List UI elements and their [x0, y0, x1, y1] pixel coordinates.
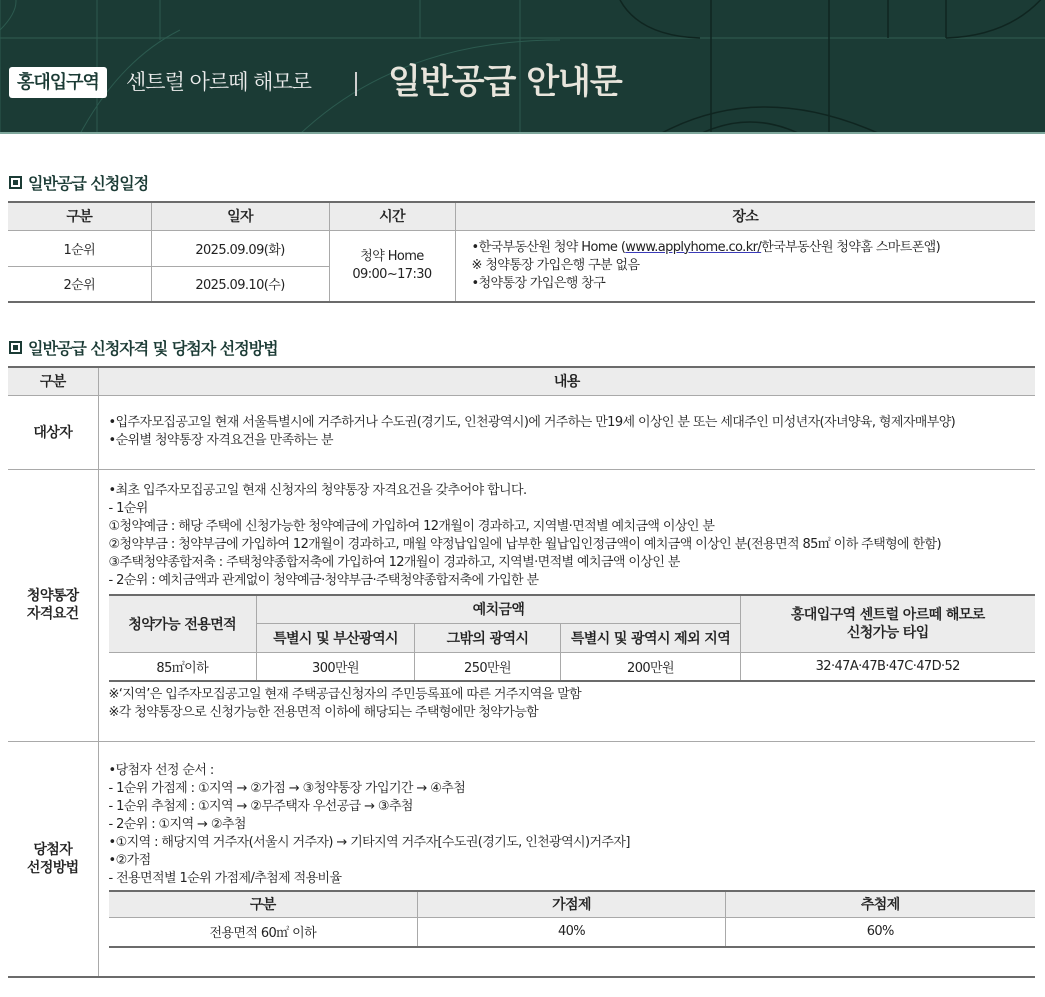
header-line: 홍대입구역 센트럴 아르떼 해모로: [790, 606, 985, 623]
eligibility-title-text: 일반공급 신청자격 및 당첨자 선정방법: [28, 339, 278, 358]
table-row: [109, 653, 1035, 681]
content-line: •당첨자 선정 순서 :: [108, 762, 214, 778]
col-header: 장소: [455, 202, 1035, 230]
types-cell: 32·47A·47B·47C·47D·52: [741, 653, 1035, 681]
content-line: •순위별 청약통장 자격요건을 만족하는 분: [108, 433, 333, 448]
applyhome-link[interactable]: www.applyhome.co.kr/: [625, 239, 762, 255]
content-line: - 2순위 : 예치금액과 관계없이 청약예금·청약부금·주택청약종합저축에 가입한 분: [108, 572, 539, 588]
schedule-header-row: [8, 202, 1035, 230]
col-header: 구분: [8, 367, 98, 395]
deposit-cell: 300만원: [257, 653, 415, 681]
deposit-cell: 200만원: [561, 653, 741, 681]
row-label: 대상자: [8, 395, 98, 469]
col-header: 구분: [8, 202, 151, 230]
page-header: [0, 0, 1045, 134]
content-line: •최초 입주자모집공고일 현재 신청자의 청약통장 자격요건을 갖추어야 합니다.: [108, 482, 527, 498]
target-row: [8, 395, 1035, 469]
place-line: [472, 239, 1036, 257]
col-header: [741, 595, 1035, 653]
date-cell: 2025.09.10(수): [151, 266, 329, 302]
col-header: 일자: [151, 202, 329, 230]
place-line: ※ 청약통장 가입은행 구분 없음: [471, 257, 640, 273]
eligibility-header-row: [8, 367, 1035, 395]
date-cell: 2025.09.09(화): [151, 230, 329, 266]
content-line: ②청약부금 : 청약부금에 가입하여 12개월이 경과하고, 매월 약정납입일에 납부한 월납입인정금액이 예치금액 이상인 분(전용면적 85㎡ 이하 주택형에 한함): [108, 536, 941, 552]
account-content: [98, 469, 1035, 741]
content-line: •입주자모집공고일 현재 서울특별시에 거주하거나 수도권(경기도, 인천광역시)에 거주하는 만19세 이상인 분 또는 세대주인 미성년자(자녀양육, 형제자매부양): [108, 415, 956, 430]
row-label: [8, 741, 98, 977]
ratio-table: [109, 890, 1035, 948]
title-divider: [355, 72, 357, 96]
label-line: 자격요건: [26, 606, 79, 622]
schedule-table: [8, 201, 1035, 303]
table-row: [8, 230, 1035, 266]
rank-cell: 2순위: [8, 266, 151, 302]
rank-cell: 1순위: [8, 230, 151, 266]
content-line: ①청약예금 : 해당 주택에 신청가능한 청약예금에 가입하여 12개월이 경과하고, 지역별·면적별 예치금액 이상인 분: [108, 518, 715, 534]
content-line: •②가점: [108, 852, 151, 868]
table-row: [109, 918, 1035, 947]
selection-content: [98, 741, 1035, 977]
header-line: 신청가능 타입: [846, 624, 929, 641]
time-line: 청약 Home: [360, 248, 424, 264]
place-text: •한국부동산원 청약 Home (: [471, 239, 626, 255]
col-header: 청약가능 전용면적: [109, 595, 257, 653]
square-bullet-icon: [9, 176, 22, 189]
content-line: ③주택청약종합저축 : 주택청약종합저축에 가입하여 12개월이 경과하고, 지역별·면적별 예치금액 이상인 분: [108, 554, 680, 570]
content-line: - 1순위 가점제 : ①지역 → ②가점 → ③청약통장 가입기간 → ④추첨: [108, 780, 466, 796]
time-line: 09:00~17:30: [352, 266, 432, 282]
note-line: ※각 청약통장으로 신청가능한 전용면적 이하에 해당되는 주택형에만 청약가능함: [108, 704, 539, 720]
col-header: 시간: [329, 202, 455, 230]
account-row: [8, 469, 1035, 741]
ratio-cell: 40%: [418, 918, 726, 947]
label-line: 청약통장: [26, 588, 79, 604]
deposit-cell: 250만원: [415, 653, 561, 681]
content-line: - 전용면적별 1순위 가점제/추첨제 적용비율: [108, 870, 342, 886]
col-header: 예치금액: [257, 595, 741, 624]
row-label: [8, 469, 98, 741]
col-header: 특별시 및 부산광역시: [257, 624, 415, 653]
label-line: 당첨자: [33, 841, 73, 858]
note-line: ※‘지역’은 입주자모집공고일 현재 주택공급신청자의 주민등록표에 따른 거주지역을 말함: [108, 686, 582, 702]
project-name: 센트럴 아르떼 해모로: [126, 70, 311, 94]
area-cell: 85㎡이하: [109, 653, 257, 681]
content-line: - 1순위: [108, 500, 148, 516]
selection-row: [8, 741, 1035, 977]
col-header: 가점제: [418, 891, 726, 918]
col-header: 특별시 및 광역시 제외 지역: [561, 624, 741, 653]
deposit-table: [109, 594, 1035, 682]
place-text: 한국부동산원 청약홈 스마트폰앱): [761, 239, 941, 255]
page-title: 일반공급 안내문: [388, 62, 622, 102]
place-cell: [455, 230, 1035, 302]
content-line: •①지역 : 해당지역 거주자(서울시 거주자) → 기타지역 거주자[수도권(경기도, 인천광역시)거주자]: [108, 834, 630, 850]
col-header: 내용: [98, 367, 1035, 395]
time-cell: [329, 230, 455, 302]
col-header: 구분: [109, 891, 418, 918]
ratio-cell: 60%: [726, 918, 1035, 947]
col-header: 추첨제: [726, 891, 1035, 918]
content-line: - 2순위 : ①지역 → ②추첨: [108, 816, 246, 832]
schedule-title-text: 일반공급 신청일정: [28, 174, 149, 193]
place-line: •청약통장 가입은행 창구: [471, 275, 606, 291]
station-badge: 홍대입구역: [9, 67, 107, 98]
col-header: 그밖의 광역시: [415, 624, 561, 653]
ratio-cell: 전용면적 60㎡ 이하: [109, 918, 418, 947]
schedule-section-title: [9, 171, 148, 194]
label-line: 선정방법: [26, 859, 79, 876]
eligibility-section-title: [9, 336, 278, 359]
target-content: [98, 395, 1035, 469]
content-line: - 1순위 추첨제 : ①지역 → ②무주택자 우선공급 → ③추첨: [108, 798, 413, 814]
eligibility-table: [8, 366, 1035, 978]
square-bullet-icon: [9, 341, 22, 354]
